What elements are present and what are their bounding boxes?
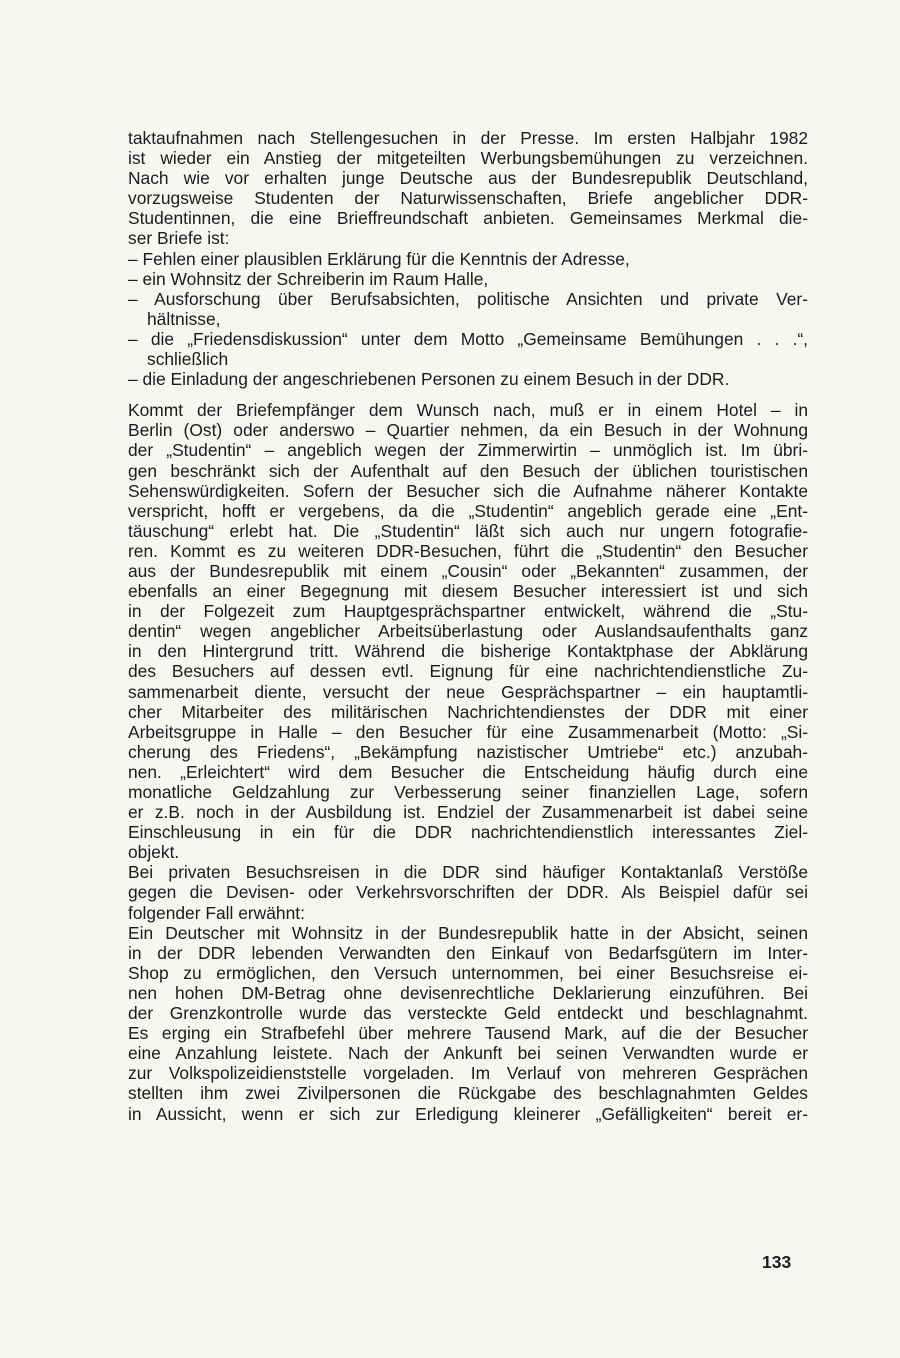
text-line: vorzugsweise Studenten der Naturwissenschaften, Briefe angeblicher DDR- [128, 188, 808, 209]
text-line: verspricht, hofft er vergebens, da die „Studentin“ angeblich gerade eine „Ent- [128, 500, 808, 521]
text-line: cherung des Friedens“, „Bekämpfung nazistischer Umtriebe“ etc.) anzubah- [128, 741, 808, 762]
text-line: ist wieder ein Anstieg der mitgeteilten Werbungsbemühungen zu verzeichnen. [128, 148, 808, 169]
text-line: ser Briefe ist: [128, 228, 230, 249]
text-line: Berlin (Ost) oder anderswo – Quartier nehmen, da ein Besuch in der Wohnung [128, 420, 808, 441]
text-line: Studentinnen, die eine Brieffreundschaft anbieten. Gemeinsames Merkmal die- [128, 208, 808, 229]
text-line: nen. „Erleichtert“ wird dem Besucher die Entscheidung häufig durch eine [128, 761, 808, 782]
text-line: objekt. [128, 842, 180, 863]
text-line: gen beschränkt sich der Aufenthalt auf den Besuch der üblichen touristischen [128, 460, 808, 481]
text-line: – Fehlen einer plausiblen Erklärung für die Kenntnis der Adresse, [128, 248, 630, 269]
text-line: taktaufnahmen nach Stellengesuchen in der Presse. Im ersten Halbjahr 1982 [128, 128, 808, 148]
text-line: in der DDR lebenden Verwandten den Einkauf von Bedarfsgütern im Inter- [128, 942, 808, 963]
text-line: monatliche Geldzahlung zur Verbesserung seiner finanziellen Lage, sofern [128, 782, 808, 802]
text-line: Arbeitsgruppe in Halle – den Besucher für eine Zusammenarbeit (Motto: „Si- [128, 721, 808, 742]
text-line: der Grenzkontrolle wurde das versteckte Geld entdeckt und beschlagnahmt. [128, 1003, 808, 1024]
text-line: dentin“ wegen angeblicher Arbeitsüberlastung oder Auslandsaufenthalts ganz [128, 621, 808, 642]
text-line: Bei privaten Besuchsreisen in die DDR sind häufiger Kontaktanlaß Verstöße [128, 862, 808, 883]
paragraph [128, 400, 808, 1123]
text-line: Ein Deutscher mit Wohnsitz in der Bundesrepublik hatte in der Absicht, seinen [128, 922, 808, 943]
text-line: folgender Fall erwähnt: [128, 902, 305, 923]
text-line: schließlich [147, 349, 229, 370]
text-line: Nach wie vor erhalten junge Deutsche aus der Bundesrepublik Deutschland, [128, 168, 808, 189]
text-line: – ein Wohnsitz der Schreiberin im Raum Halle, [128, 268, 489, 289]
page-number: 133 [762, 1252, 792, 1272]
text-line: aus der Bundesrepublik mit einem „Cousin“ oder „Bekannten“ zusammen, der [128, 560, 808, 581]
text-line: – die „Friedensdiskussion“ unter dem Motto „Gemeinsame Bemühungen . . .“, [128, 328, 808, 349]
paragraph-gap [128, 389, 808, 400]
text-line: der „Studentin“ – angeblich wegen der Zimmerwirtin – unmöglich ist. Im übri- [128, 440, 808, 461]
text-line: eine Anzahlung leistete. Nach der Ankunft bei seinen Verwandten wurde er [128, 1043, 808, 1064]
text-line: sammenarbeit diente, versucht der neue Gesprächspartner – ein hauptamtli- [128, 681, 808, 702]
text-line: – die Einladung der angeschriebenen Personen zu einem Besuch in der DDR. [128, 369, 730, 390]
text-line: Einschleusung in ein für die DDR nachrichtendienstlich interessantes Ziel- [128, 822, 808, 843]
text-line: des Besuchers auf dessen evtl. Eignung für eine nachrichtendienstliche Zu- [128, 661, 808, 682]
text-line: Es erging ein Strafbefehl über mehrere Tausend Mark, auf die der Besucher [128, 1023, 808, 1044]
text-line: Kommt der Briefempfänger dem Wunsch nach, muß er in einem Hotel – in [128, 400, 808, 421]
text-line: in Aussicht, wenn er sich zur Erledigung kleinerer „Gefälligkeiten“ bereit er- [128, 1103, 808, 1124]
text-line: cher Mitarbeiter des militärischen Nachrichtendienstes der DDR mit einer [128, 701, 808, 722]
text-line: in den Hintergrund tritt. Während die bisherige Kontaktphase der Abklärung [128, 641, 808, 662]
text-line: stellten ihm zwei Zivilpersonen die Rückgabe des beschlagnahmten Geldes [128, 1083, 808, 1104]
page-body [128, 128, 808, 1124]
text-line: nen hohen DM-Betrag ohne devisenrechtliche Deklarierung einzuführen. Bei [128, 982, 808, 1003]
text-line: ebenfalls an einer Begegnung mit diesem Besucher interessiert ist und sich [128, 581, 808, 602]
text-line: Sehenswürdigkeiten. Sofern der Besucher sich die Aufnahme näherer Kontakte [128, 480, 808, 501]
text-line: hältnisse, [147, 308, 221, 329]
text-line: – Ausforschung über Berufsabsichten, politische Ansichten und private Ver- [128, 288, 808, 309]
text-line: ren. Kommt es zu weiteren DDR-Besuchen, führt die „Studentin“ den Besucher [128, 540, 808, 561]
text-line: zur Volkspolizeidienststelle vorgeladen. Im Verlauf von mehreren Gesprächen [128, 1063, 808, 1084]
paragraph [128, 128, 808, 389]
text-line: er z.B. noch in der Ausbildung ist. Endziel der Zusammenarbeit ist dabei seine [128, 802, 808, 823]
text-line: in der Folgezeit zum Hauptgesprächspartner entwickelt, während die „Stu- [128, 601, 808, 622]
text-line: täuschung“ erlebt hat. Die „Studentin“ läßt sich auch nur ungern fotografie- [128, 520, 808, 541]
text-line: gegen die Devisen- oder Verkehrsvorschriften der DDR. Als Beispiel dafür sei [128, 882, 808, 903]
text-line: Shop zu ermöglichen, den Versuch unternommen, bei einer Besuchsreise ei- [128, 962, 808, 983]
